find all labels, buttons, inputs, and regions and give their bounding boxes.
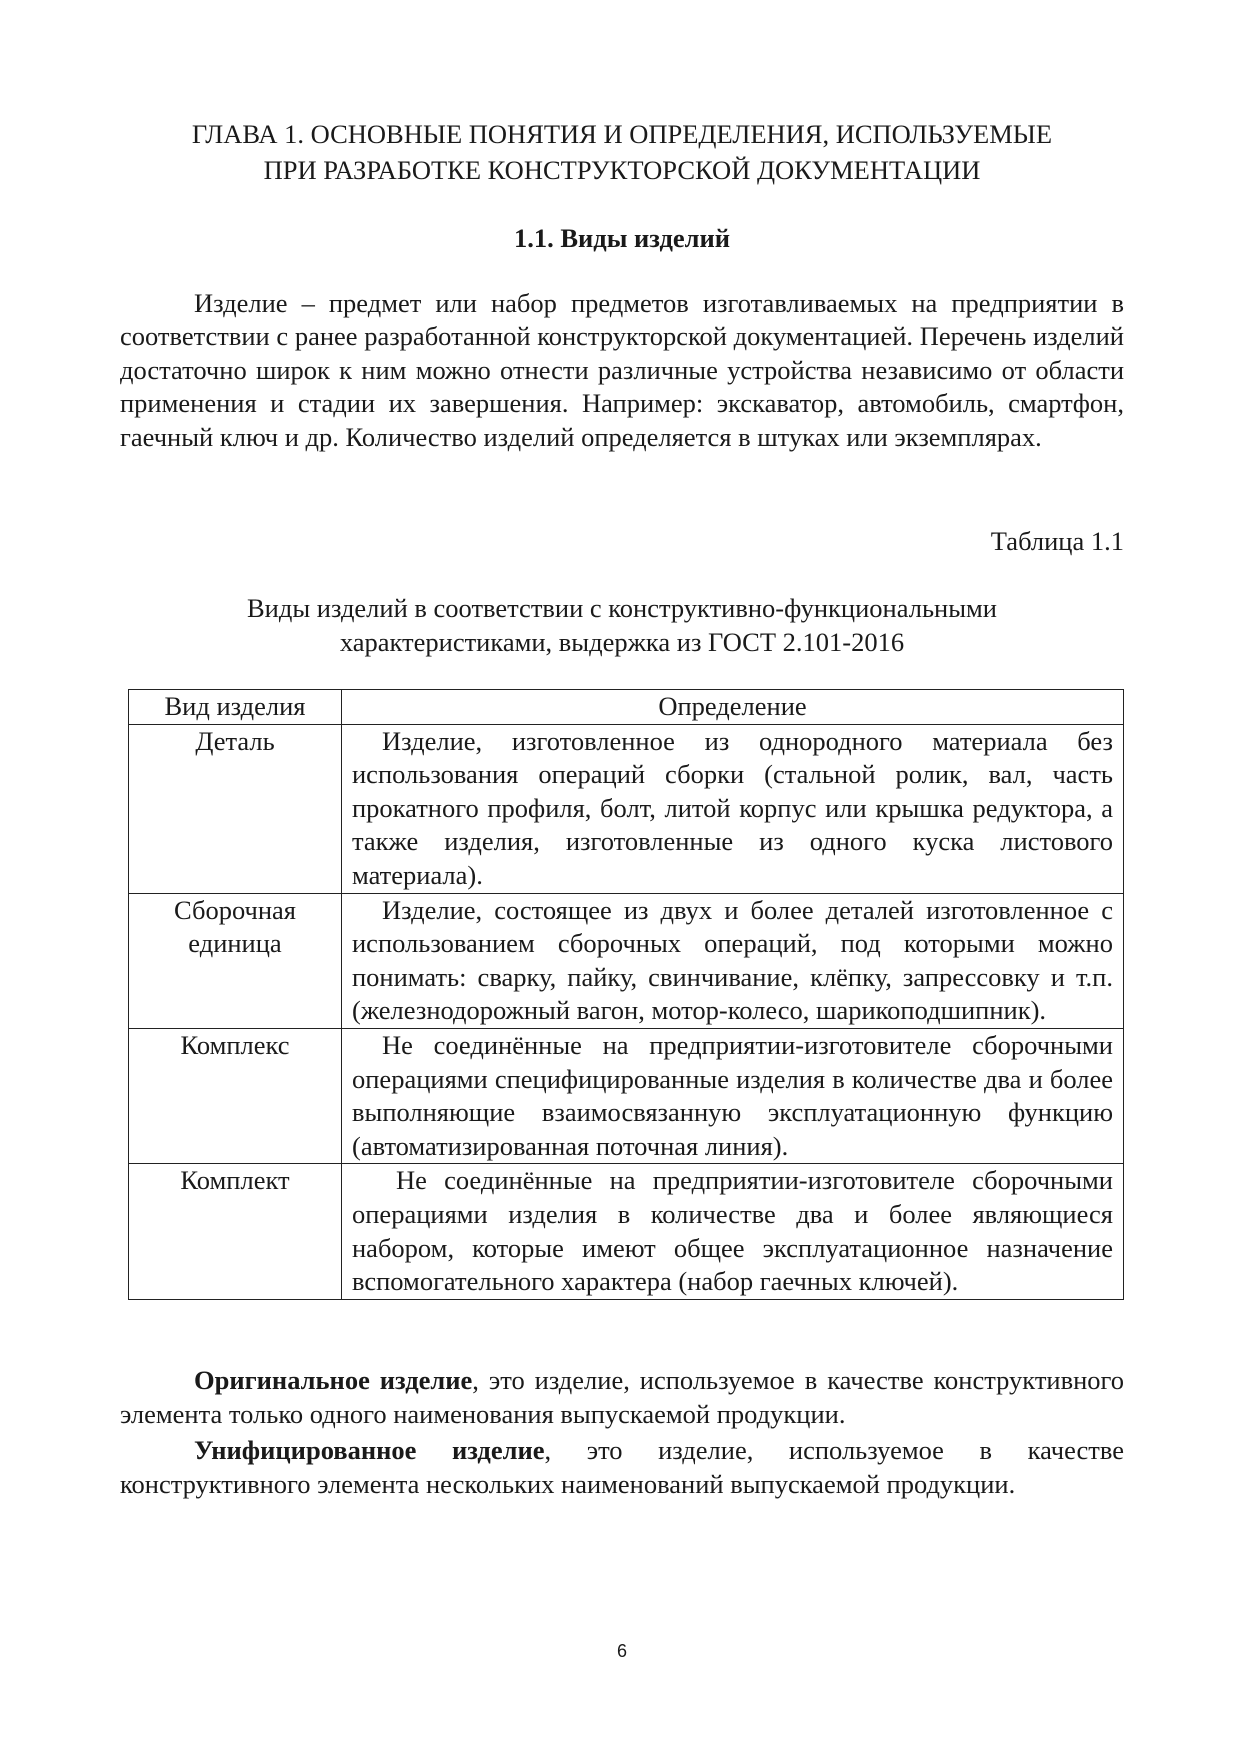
row-definition: Не соединённые на предприятии-изготовителе сборочными операциями изделия в количестве два и более являющиеся набором, которые имеют общее эксплуатационное назначение вспомогательного характера (набор гаечных ключей). <box>342 1164 1124 1299</box>
section-title: 1.1. Виды изделий <box>513 223 731 253</box>
chapter-title <box>120 116 1124 188</box>
row-definition: Изделие, изготовленное из однородного материала без использования операций сборки (стальной ролик, вал, часть прокатного профиля, болт, литой корпус или крышка редуктора, а также изделия, изготовленные из одного куска листового материала). <box>342 724 1124 893</box>
term-original-definition: , это изделие, используемое в качестве конструктивного элемента только одного наименования выпускаемой продукции. <box>120 1365 1124 1430</box>
table-number: Таблица 1.1 <box>990 526 1124 556</box>
header-kind: Вид изделия <box>129 690 342 725</box>
row-definition: Не соединённые на предприятии-изготовителе сборочными операциями специфицированные изделия в количестве два и более выполняющие взаимосвязанную эксплуатационную функцию (автоматизированная поточная линия). <box>342 1028 1124 1163</box>
term-unified: Унифицированное изделие <box>194 1435 545 1465</box>
table-row <box>129 893 1124 1028</box>
row-kind: Комплекс <box>129 1028 342 1163</box>
term-original: Оригинальное изделие <box>194 1365 473 1395</box>
chapter-title-line-1: ГЛАВА 1. ОСНОВНЫЕ ПОНЯТИЯ И ОПРЕДЕЛЕНИЯ, ИСПОЛЬЗУЕМЫЕ <box>191 119 1053 149</box>
product-types-table <box>128 689 1124 1300</box>
term-paragraph-unified <box>120 1433 1124 1501</box>
table-row <box>129 1164 1124 1299</box>
term-paragraph-original <box>120 1363 1124 1431</box>
intro-paragraph: Изделие – предмет или набор предметов изготавливаемых на предприятии в соответствии с ранее разработанной конструкторской документацией. Перечень изделий достаточно широк к ним можно отнести различные устройства независимо от области применения и стадии их завершения. Например: экскаватор, автомобиль, смартфон, гаечный ключ и др. Количество изделий определяется в штуках или экземплярах. <box>120 288 1124 452</box>
row-kind: Сборочная единица <box>129 893 342 1028</box>
row-kind: Комплект <box>129 1164 342 1299</box>
chapter-title-line-2: ПРИ РАЗРАБОТКЕ КОНСТРУКТОРСКОЙ ДОКУМЕНТАЦИИ <box>263 155 981 185</box>
table-header-row <box>129 690 1124 725</box>
row-kind: Деталь <box>129 724 342 893</box>
table-caption <box>120 591 1124 659</box>
table-row <box>129 1028 1124 1163</box>
document-page <box>120 0 1124 1755</box>
row-definition: Изделие, состоящее из двух и более деталей изготовленное с использованием сборочных операций, под которыми можно понимать: сварку, пайку, свинчивание, клёпку, запрессовку и т.п. (железнодорожный вагон, мотор-колесо, шарикоподшипник). <box>342 893 1124 1028</box>
page-number: 6 <box>616 1641 627 1661</box>
table-caption-line-1: Виды изделий в соответствии с конструктивно-функциональными <box>247 593 997 623</box>
header-definition: Определение <box>342 690 1124 725</box>
table-caption-line-2: характеристиками, выдержка из ГОСТ 2.101-2016 <box>339 627 905 657</box>
term-unified-definition: , это изделие, используемое в качестве конструктивного элемента нескольких наименований выпускаемой продукции. <box>120 1435 1124 1500</box>
table-row <box>129 724 1124 893</box>
